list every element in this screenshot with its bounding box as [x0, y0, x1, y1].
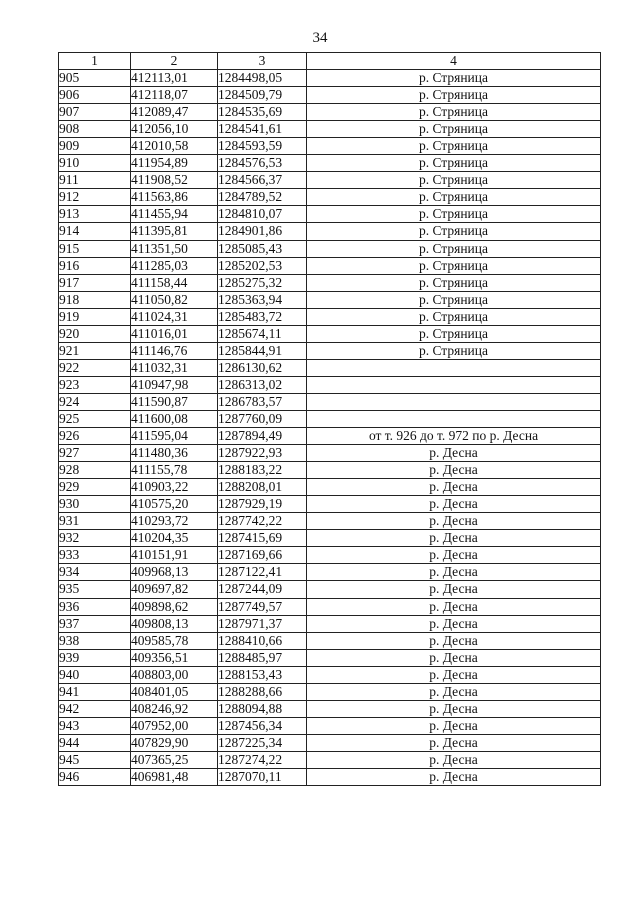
description-cell: р. Стряница	[307, 138, 601, 155]
y-coordinate-cell: 1287225,34	[218, 734, 307, 751]
point-number-cell: 930	[59, 496, 131, 513]
x-coordinate-cell: 406981,48	[131, 768, 218, 785]
y-coordinate-cell: 1288288,66	[218, 683, 307, 700]
description-cell: р. Стряница	[307, 274, 601, 291]
x-coordinate-cell: 407829,90	[131, 734, 218, 751]
table-row	[59, 581, 601, 598]
table-row	[59, 547, 601, 564]
table-row	[59, 751, 601, 768]
table-row	[59, 376, 601, 393]
point-number-cell: 936	[59, 598, 131, 615]
point-number-cell: 913	[59, 206, 131, 223]
point-number-cell: 934	[59, 564, 131, 581]
x-coordinate-cell: 411595,04	[131, 428, 218, 445]
description-cell: р. Десна	[307, 598, 601, 615]
description-cell: р. Десна	[307, 462, 601, 479]
table-row	[59, 768, 601, 785]
x-coordinate-cell: 410293,72	[131, 513, 218, 530]
description-cell: р. Десна	[307, 547, 601, 564]
header-row	[59, 53, 601, 70]
y-coordinate-cell: 1287274,22	[218, 751, 307, 768]
table-row	[59, 410, 601, 427]
header-cell-description: 4	[307, 53, 601, 70]
table-row	[59, 632, 601, 649]
description-cell: р. Стряница	[307, 240, 601, 257]
y-coordinate-cell: 1287070,11	[218, 768, 307, 785]
description-cell: р. Стряница	[307, 257, 601, 274]
description-cell: р. Десна	[307, 666, 601, 683]
point-number-cell: 931	[59, 513, 131, 530]
description-cell: р. Стряница	[307, 87, 601, 104]
point-number-cell: 912	[59, 189, 131, 206]
point-number-cell: 924	[59, 393, 131, 410]
description-cell: р. Стряница	[307, 189, 601, 206]
point-number-cell: 939	[59, 649, 131, 666]
point-number-cell: 942	[59, 700, 131, 717]
table-row	[59, 393, 601, 410]
point-number-cell: 944	[59, 734, 131, 751]
table-row	[59, 717, 601, 734]
y-coordinate-cell: 1287742,22	[218, 513, 307, 530]
y-coordinate-cell: 1288410,66	[218, 632, 307, 649]
point-number-cell: 915	[59, 240, 131, 257]
x-coordinate-cell: 411600,08	[131, 410, 218, 427]
page-number: 34	[312, 30, 328, 46]
x-coordinate-cell: 411146,76	[131, 342, 218, 359]
point-number-cell: 923	[59, 376, 131, 393]
table-row	[59, 428, 601, 445]
description-cell	[307, 376, 601, 393]
y-coordinate-cell: 1288183,22	[218, 462, 307, 479]
point-number-cell: 908	[59, 121, 131, 138]
table-row	[59, 291, 601, 308]
x-coordinate-cell: 411563,86	[131, 189, 218, 206]
x-coordinate-cell: 410151,91	[131, 547, 218, 564]
x-coordinate-cell: 411395,81	[131, 223, 218, 240]
table-row	[59, 172, 601, 189]
x-coordinate-cell: 409585,78	[131, 632, 218, 649]
table-row	[59, 70, 601, 87]
point-number-cell: 919	[59, 308, 131, 325]
table-row	[59, 104, 601, 121]
point-number-cell: 933	[59, 547, 131, 564]
y-coordinate-cell: 1284498,05	[218, 70, 307, 87]
x-coordinate-cell: 411954,89	[131, 155, 218, 172]
description-cell: р. Десна	[307, 700, 601, 717]
point-number-cell: 929	[59, 479, 131, 496]
y-coordinate-cell: 1287749,57	[218, 598, 307, 615]
point-number-cell: 906	[59, 87, 131, 104]
point-number-cell: 926	[59, 428, 131, 445]
y-coordinate-cell: 1284535,69	[218, 104, 307, 121]
description-cell: р. Десна	[307, 683, 601, 700]
x-coordinate-cell: 409968,13	[131, 564, 218, 581]
table-row	[59, 615, 601, 632]
x-coordinate-cell: 408401,05	[131, 683, 218, 700]
y-coordinate-cell: 1285483,72	[218, 308, 307, 325]
x-coordinate-cell: 408246,92	[131, 700, 218, 717]
description-cell: р. Десна	[307, 717, 601, 734]
y-coordinate-cell: 1285363,94	[218, 291, 307, 308]
point-number-cell: 909	[59, 138, 131, 155]
table-row	[59, 479, 601, 496]
point-number-cell: 928	[59, 462, 131, 479]
x-coordinate-cell: 411480,36	[131, 445, 218, 462]
table-row	[59, 240, 601, 257]
x-coordinate-cell: 410204,35	[131, 530, 218, 547]
table-row	[59, 138, 601, 155]
description-cell: р. Десна	[307, 768, 601, 785]
description-cell: р. Десна	[307, 496, 601, 513]
point-number-cell: 918	[59, 291, 131, 308]
x-coordinate-cell: 408803,00	[131, 666, 218, 683]
x-coordinate-cell: 411024,31	[131, 308, 218, 325]
description-cell: р. Стряница	[307, 104, 601, 121]
y-coordinate-cell: 1284566,37	[218, 172, 307, 189]
table-row	[59, 121, 601, 138]
point-number-cell: 941	[59, 683, 131, 700]
y-coordinate-cell: 1285844,91	[218, 342, 307, 359]
table-row	[59, 308, 601, 325]
x-coordinate-cell: 411050,82	[131, 291, 218, 308]
description-cell: р. Стряница	[307, 342, 601, 359]
point-number-cell: 935	[59, 581, 131, 598]
point-number-cell: 940	[59, 666, 131, 683]
description-cell	[307, 393, 601, 410]
table-row	[59, 564, 601, 581]
y-coordinate-cell: 1284509,79	[218, 87, 307, 104]
description-cell: р. Стряница	[307, 223, 601, 240]
x-coordinate-cell: 411351,50	[131, 240, 218, 257]
y-coordinate-cell: 1287456,34	[218, 717, 307, 734]
table-row	[59, 342, 601, 359]
table-row	[59, 274, 601, 291]
point-number-cell: 927	[59, 445, 131, 462]
table-row	[59, 666, 601, 683]
description-cell	[307, 410, 601, 427]
point-number-cell: 937	[59, 615, 131, 632]
y-coordinate-cell: 1284789,52	[218, 189, 307, 206]
point-number-cell: 910	[59, 155, 131, 172]
table-row	[59, 700, 601, 717]
description-cell: р. Стряница	[307, 121, 601, 138]
x-coordinate-cell: 411590,87	[131, 393, 218, 410]
description-cell: р. Стряница	[307, 70, 601, 87]
description-cell: р. Десна	[307, 649, 601, 666]
point-number-cell: 917	[59, 274, 131, 291]
table-row	[59, 445, 601, 462]
y-coordinate-cell: 1284593,59	[218, 138, 307, 155]
table-row	[59, 649, 601, 666]
description-cell: р. Десна	[307, 632, 601, 649]
table-row	[59, 462, 601, 479]
x-coordinate-cell: 411285,03	[131, 257, 218, 274]
x-coordinate-cell: 411908,52	[131, 172, 218, 189]
y-coordinate-cell: 1287922,93	[218, 445, 307, 462]
header-cell-point-number: 1	[59, 53, 131, 70]
table-row	[59, 257, 601, 274]
point-number-cell: 911	[59, 172, 131, 189]
point-number-cell: 932	[59, 530, 131, 547]
y-coordinate-cell: 1284810,07	[218, 206, 307, 223]
y-coordinate-cell: 1284541,61	[218, 121, 307, 138]
point-number-cell: 907	[59, 104, 131, 121]
table-row	[59, 530, 601, 547]
table-row	[59, 513, 601, 530]
table-row	[59, 683, 601, 700]
description-cell: р. Стряница	[307, 172, 601, 189]
point-number-cell: 905	[59, 70, 131, 87]
description-cell: р. Стряница	[307, 308, 601, 325]
x-coordinate-cell: 411016,01	[131, 325, 218, 342]
table-body	[59, 70, 601, 786]
x-coordinate-cell: 409697,82	[131, 581, 218, 598]
y-coordinate-cell: 1286783,57	[218, 393, 307, 410]
point-number-cell: 920	[59, 325, 131, 342]
y-coordinate-cell: 1288485,97	[218, 649, 307, 666]
y-coordinate-cell: 1287415,69	[218, 530, 307, 547]
table-row	[59, 155, 601, 172]
x-coordinate-cell: 410903,22	[131, 479, 218, 496]
x-coordinate-cell: 411032,31	[131, 359, 218, 376]
y-coordinate-cell: 1287929,19	[218, 496, 307, 513]
table-row	[59, 189, 601, 206]
description-cell	[307, 359, 601, 376]
y-coordinate-cell: 1287244,09	[218, 581, 307, 598]
table-row	[59, 734, 601, 751]
header-cell-x-coordinate: 2	[131, 53, 218, 70]
y-coordinate-cell: 1284576,53	[218, 155, 307, 172]
point-number-cell: 938	[59, 632, 131, 649]
y-coordinate-cell: 1286130,62	[218, 359, 307, 376]
point-number-cell: 922	[59, 359, 131, 376]
table-row	[59, 87, 601, 104]
x-coordinate-cell: 412010,58	[131, 138, 218, 155]
description-cell: р. Десна	[307, 581, 601, 598]
description-cell: р. Стряница	[307, 206, 601, 223]
x-coordinate-cell: 409808,13	[131, 615, 218, 632]
coordinates-table	[58, 52, 601, 786]
x-coordinate-cell: 411155,78	[131, 462, 218, 479]
table-row	[59, 598, 601, 615]
y-coordinate-cell: 1287760,09	[218, 410, 307, 427]
y-coordinate-cell: 1286313,02	[218, 376, 307, 393]
description-cell: р. Десна	[307, 445, 601, 462]
x-coordinate-cell: 410947,98	[131, 376, 218, 393]
point-number-cell: 916	[59, 257, 131, 274]
x-coordinate-cell: 412118,07	[131, 87, 218, 104]
y-coordinate-cell: 1285275,32	[218, 274, 307, 291]
x-coordinate-cell: 407952,00	[131, 717, 218, 734]
description-cell: р. Десна	[307, 751, 601, 768]
table-header	[59, 53, 601, 70]
description-cell: р. Десна	[307, 615, 601, 632]
table-row	[59, 359, 601, 376]
table-row	[59, 206, 601, 223]
y-coordinate-cell: 1285085,43	[218, 240, 307, 257]
y-coordinate-cell: 1288208,01	[218, 479, 307, 496]
x-coordinate-cell: 409356,51	[131, 649, 218, 666]
y-coordinate-cell: 1288153,43	[218, 666, 307, 683]
x-coordinate-cell: 410575,20	[131, 496, 218, 513]
y-coordinate-cell: 1285674,11	[218, 325, 307, 342]
description-cell: от т. 926 до т. 972 по р. Десна	[307, 428, 601, 445]
description-cell: р. Десна	[307, 734, 601, 751]
description-cell: р. Десна	[307, 564, 601, 581]
description-cell: р. Десна	[307, 513, 601, 530]
x-coordinate-cell: 409898,62	[131, 598, 218, 615]
point-number-cell: 921	[59, 342, 131, 359]
description-cell: р. Стряница	[307, 325, 601, 342]
x-coordinate-cell: 412089,47	[131, 104, 218, 121]
y-coordinate-cell: 1287169,66	[218, 547, 307, 564]
table-row	[59, 223, 601, 240]
description-cell: р. Десна	[307, 479, 601, 496]
y-coordinate-cell: 1288094,88	[218, 700, 307, 717]
y-coordinate-cell: 1287894,49	[218, 428, 307, 445]
point-number-cell: 945	[59, 751, 131, 768]
description-cell: р. Стряница	[307, 155, 601, 172]
y-coordinate-cell: 1287971,37	[218, 615, 307, 632]
x-coordinate-cell: 412113,01	[131, 70, 218, 87]
header-cell-y-coordinate: 3	[218, 53, 307, 70]
x-coordinate-cell: 411158,44	[131, 274, 218, 291]
x-coordinate-cell: 411455,94	[131, 206, 218, 223]
y-coordinate-cell: 1287122,41	[218, 564, 307, 581]
x-coordinate-cell: 412056,10	[131, 121, 218, 138]
description-cell: р. Стряница	[307, 291, 601, 308]
description-cell: р. Десна	[307, 530, 601, 547]
point-number-cell: 914	[59, 223, 131, 240]
point-number-cell: 946	[59, 768, 131, 785]
point-number-cell: 943	[59, 717, 131, 734]
point-number-cell: 925	[59, 410, 131, 427]
y-coordinate-cell: 1285202,53	[218, 257, 307, 274]
table-row	[59, 496, 601, 513]
table-row	[59, 325, 601, 342]
y-coordinate-cell: 1284901,86	[218, 223, 307, 240]
x-coordinate-cell: 407365,25	[131, 751, 218, 768]
